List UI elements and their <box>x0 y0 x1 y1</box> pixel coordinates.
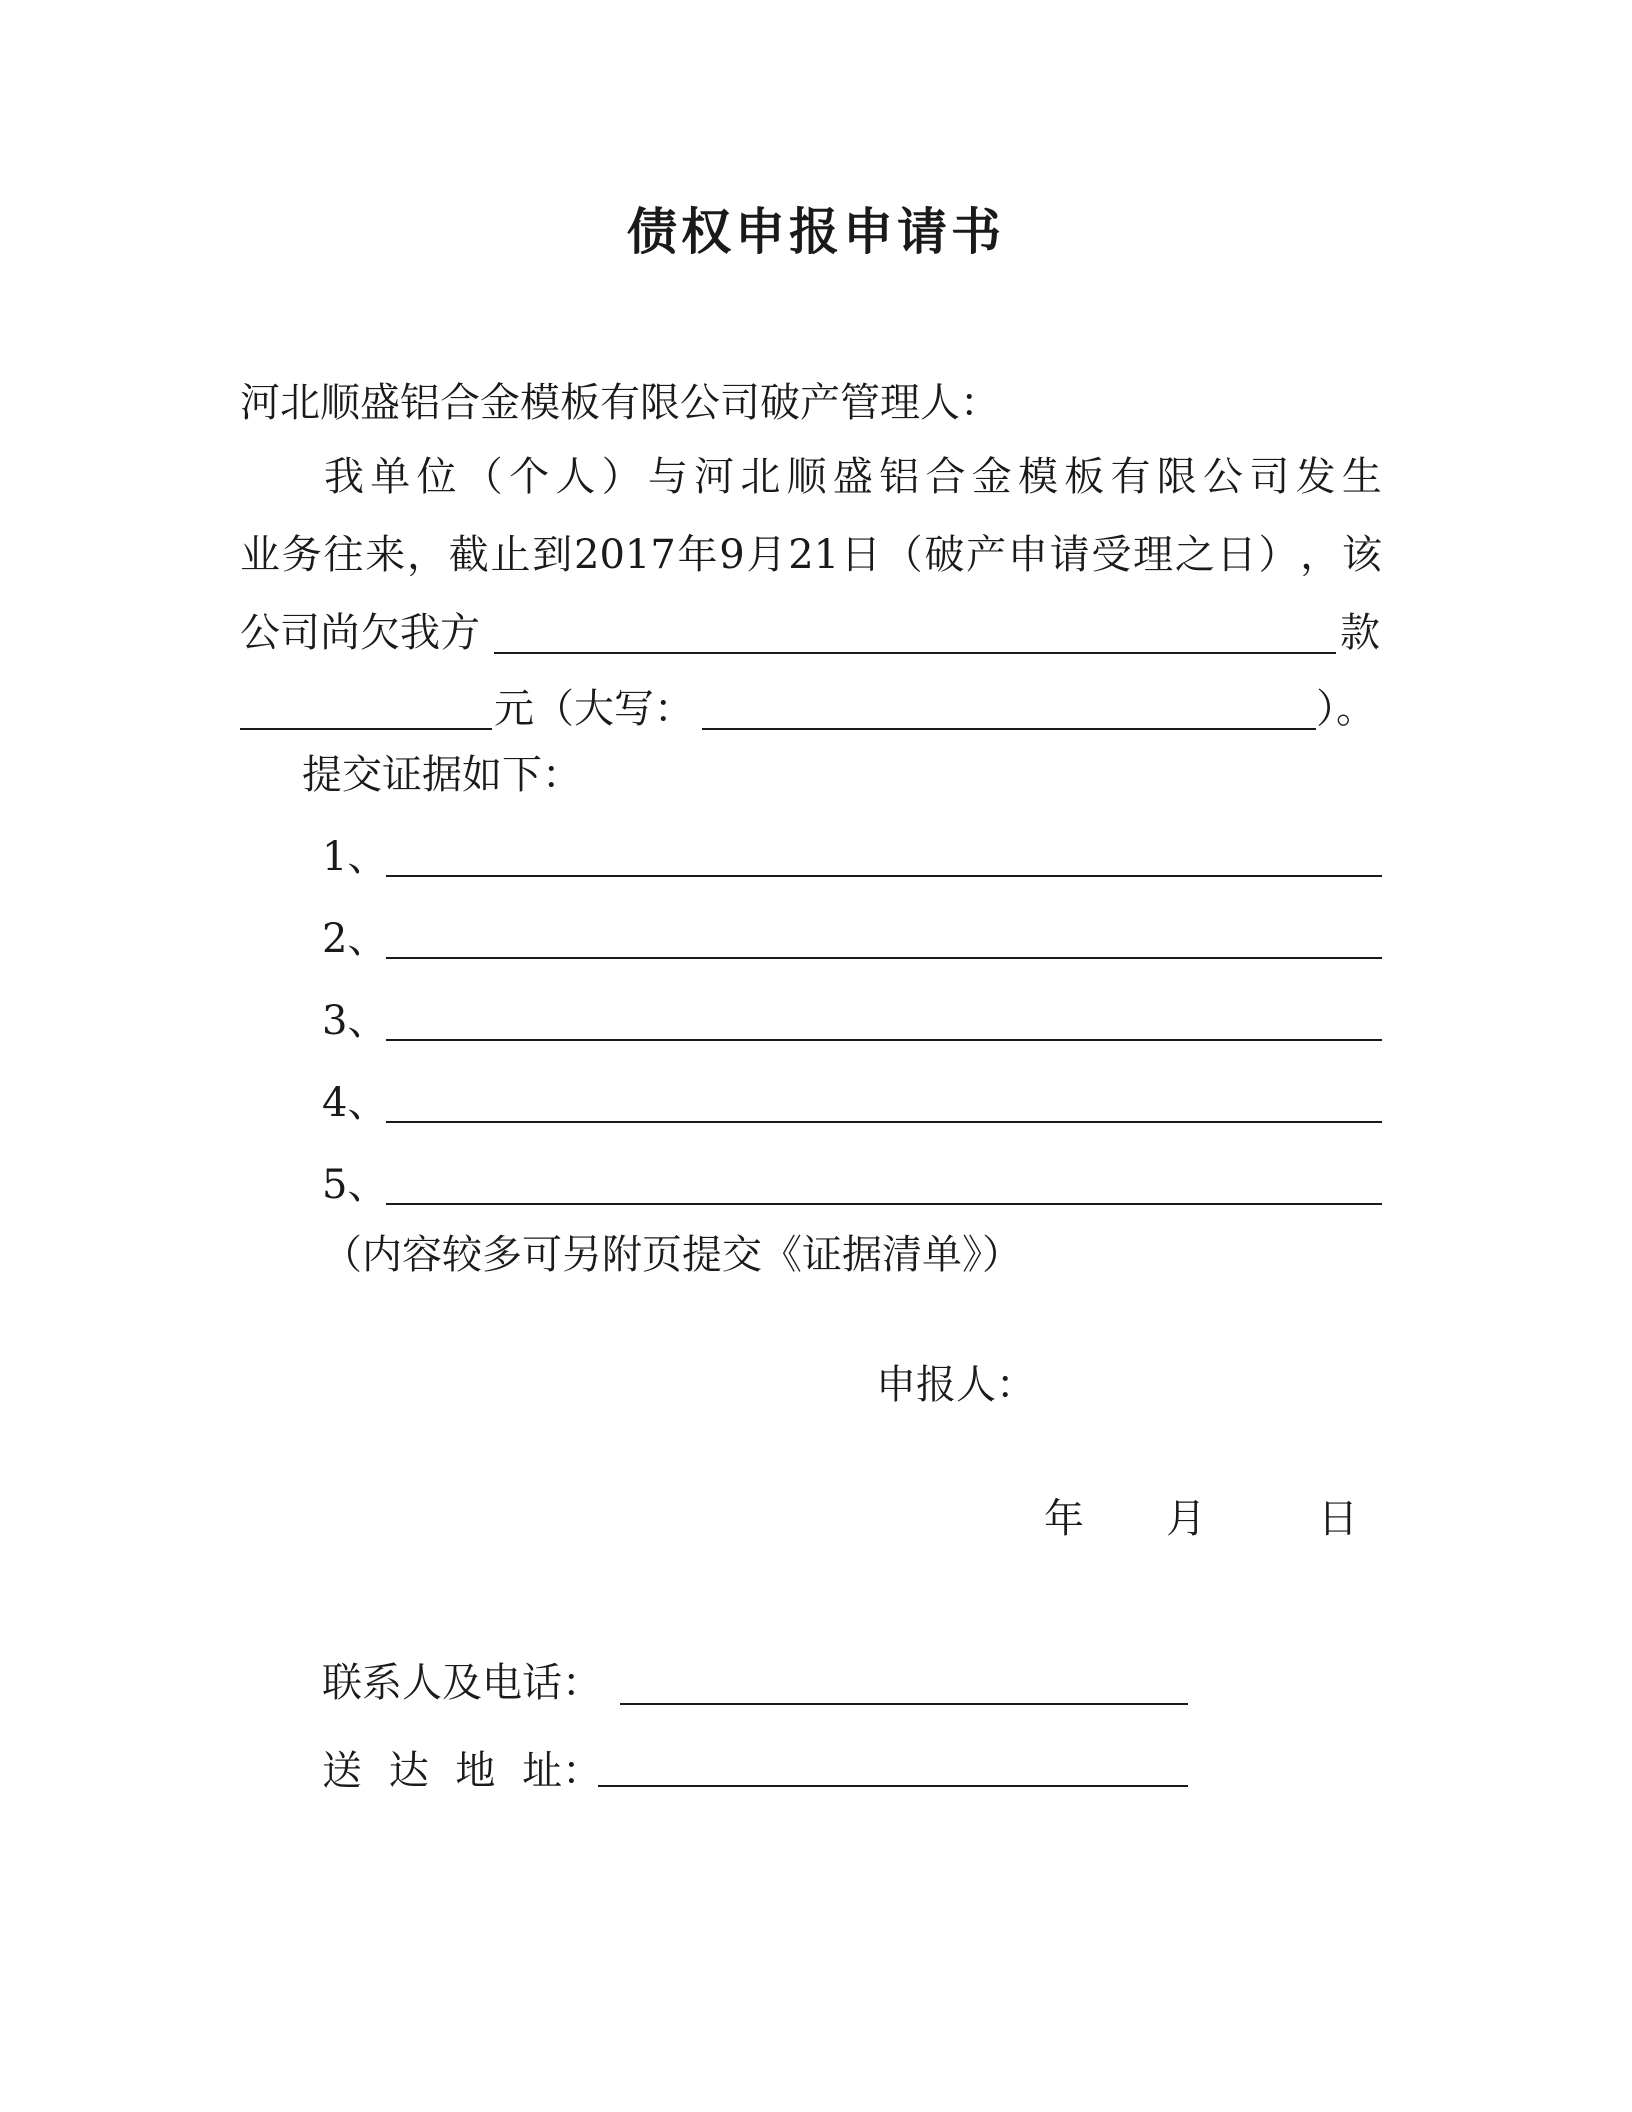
body-line-2-char: 请 <box>1049 532 1090 578</box>
body-line-2-char: 产 <box>966 532 1007 578</box>
body-line-1-char: 发 <box>1295 454 1336 500</box>
body-line-1-char: 河 <box>694 454 735 500</box>
body-line-1-char: 板 <box>1064 454 1105 500</box>
close-paren: ）。 <box>1316 686 1376 732</box>
body-line-2-char: 往 <box>323 532 364 578</box>
body-line-1-char: 人 <box>555 454 596 500</box>
body-line-1-char: 个 <box>509 454 550 500</box>
body-line-1-char: 顺 <box>786 454 827 500</box>
evidence-item-number: 4、 <box>322 1080 388 1126</box>
body-line-2-char: 截 <box>448 532 489 578</box>
body-line-1-char: 限 <box>1156 454 1197 500</box>
body-line-2-char: 月 <box>746 532 787 578</box>
evidence-heading: 提交证据如下： <box>302 752 582 798</box>
body-line-1-char: 位 <box>416 454 457 500</box>
body-line-1-char: 公 <box>1203 454 1244 500</box>
amount-words-blank[interactable] <box>702 728 1316 730</box>
body-line-1-char: 有 <box>1110 454 1151 500</box>
body-line-2-char: 9 <box>719 532 745 578</box>
debt-nature-blank[interactable] <box>494 652 1336 654</box>
amount-figures-blank[interactable] <box>240 728 492 730</box>
body-line-2-char: 业 <box>240 532 280 578</box>
body-line-2-char: ， <box>407 532 447 578</box>
body-line-1-char: 司 <box>1249 454 1290 500</box>
evidence-item-blank[interactable] <box>386 875 1382 877</box>
body-line-1-char: 与 <box>647 454 688 500</box>
body-line-1-char: 我 <box>324 454 364 500</box>
body-line-2-char: 日 <box>840 532 881 578</box>
body-line-2-char: ， <box>1300 532 1341 578</box>
body-line-2-char: 理 <box>1133 532 1174 578</box>
evidence-item-blank[interactable] <box>386 1203 1382 1205</box>
body-line-2-char: 破 <box>924 532 965 578</box>
address-blank[interactable] <box>598 1785 1188 1787</box>
evidence-item-number: 5、 <box>322 1162 388 1208</box>
body-line-2-char: 申 <box>1007 532 1048 578</box>
body-line-1-char: 北 <box>740 454 781 500</box>
body-line-1 <box>324 452 1382 502</box>
body-line-2-char: 止 <box>490 532 531 578</box>
evidence-item-blank[interactable] <box>386 1121 1382 1123</box>
body-line-1-char: 金 <box>971 454 1012 500</box>
body-line-2-char: 年 <box>677 532 718 578</box>
document-title: 债权申报申请书 <box>627 202 1005 261</box>
body-line-2-char: 受 <box>1091 532 1132 578</box>
body-line-2-char: （ <box>882 532 923 578</box>
body-line-1-char: 铝 <box>879 454 920 500</box>
evidence-item-number: 3、 <box>322 998 388 1044</box>
body-line-1-char: ） <box>601 454 642 500</box>
body-line-1-char: 生 <box>1341 454 1382 500</box>
body-line-2-char: 日 <box>1216 532 1257 578</box>
evidence-item-blank[interactable] <box>386 957 1382 959</box>
body-line-1-char: 单 <box>370 454 411 500</box>
yuan-label: 元（大写： <box>494 686 694 732</box>
evidence-note: （内容较多可另附页提交《证据清单》） <box>322 1232 1022 1278</box>
contact-blank[interactable] <box>620 1703 1188 1705</box>
body-line-2-char: 21 <box>788 532 840 578</box>
body-line-1-char: （ <box>462 454 503 500</box>
body-line-2-char: 务 <box>281 532 322 578</box>
contact-label: 联系人及电话： <box>322 1660 602 1706</box>
body-line-2-char: 来 <box>365 532 406 578</box>
evidence-item-number: 2、 <box>322 916 388 962</box>
evidence-item-number: 1、 <box>322 834 388 880</box>
body-line-2-char: 到 <box>532 532 573 578</box>
body-line-2-char: 该 <box>1341 532 1382 578</box>
address-label: 送 达 地 址： <box>322 1748 603 1794</box>
body-line-2 <box>240 530 1382 580</box>
declarant-label: 申报人： <box>876 1362 1036 1408</box>
day-label: 日 <box>1318 1496 1358 1542</box>
year-label: 年 <box>1044 1496 1084 1542</box>
body-line-3-suffix: 款 <box>1340 610 1380 656</box>
body-line-2-char: 之 <box>1174 532 1215 578</box>
body-line-1-char: 盛 <box>832 454 873 500</box>
body-line-2-char: 2017 <box>574 532 676 578</box>
body-line-2-char: ） <box>1258 532 1299 578</box>
month-label: 月 <box>1166 1496 1206 1542</box>
evidence-item-blank[interactable] <box>386 1039 1382 1041</box>
addressee: 河北顺盛铝合金模板有限公司破产管理人： <box>240 380 1000 426</box>
body-line-1-char: 合 <box>925 454 966 500</box>
body-line-1-char: 模 <box>1017 454 1058 500</box>
body-line-3-prefix: 公司尚欠我方 <box>240 610 480 656</box>
